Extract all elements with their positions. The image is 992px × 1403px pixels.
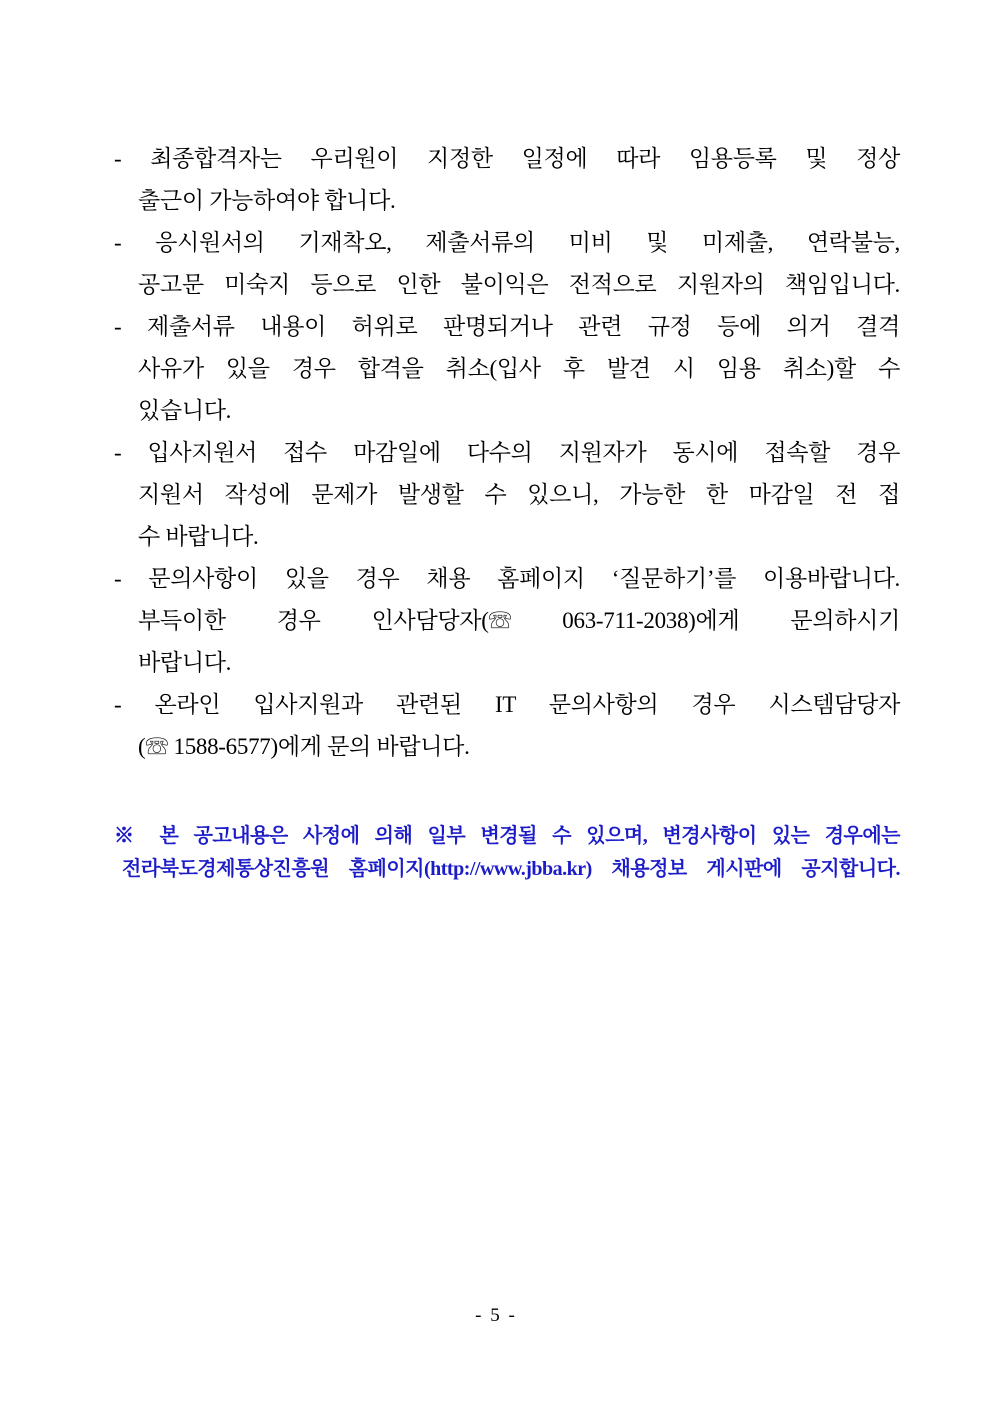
list-item-final-pass [114,138,900,222]
note-line: 전라북도경제통상진흥원 홈페이지(http://www.jbba.kr) 채용정보 게시판에 공지합니다. [122,858,900,880]
page-number: - 5 - [475,1305,517,1326]
list-item-line: - 온라인 입사지원과 관련된 IT 문의사항의 경우 시스템담당자 [114,692,900,717]
list-item-line: - 문의사항이 있을 경우 채용 홈페이지 ‘질문하기’를 이용바랍니다. [114,566,900,591]
list-item-line: - 최종합격자는 우리원이 지정한 일정에 따라 임용등록 및 정상 [114,146,900,171]
list-item-line: 있습니다. [138,398,232,423]
notice-change-note [114,820,900,886]
list-item-line: - 입사지원서 접수 마감일에 다수의 지원자가 동시에 접속할 경우 [114,440,900,465]
list-item-line: (☏ 1588-6577)에게 문의 바랍니다. [138,734,470,759]
list-item-line: 부득이한 경우 인사담당자(☏ 063-711-2038)에게 문의하시기 [138,608,900,633]
list-item-inquiries [114,558,900,684]
list-item-line: - 제출서류 내용이 허위로 판명되거나 관련 규정 등에 의거 결격 [114,314,900,339]
list-item-application-errors [114,222,900,306]
list-item-line: 사유가 있을 경우 합격을 취소(입사 후 발견 시 임용 취소)할 수 [138,356,900,381]
notice-body [114,138,900,886]
list-item-line: 공고문 미숙지 등으로 인한 불이익은 전적으로 지원자의 책임입니다. [138,272,900,297]
list-item-line: 출근이 가능하여야 합니다. [138,188,396,213]
list-item-deadline-access [114,432,900,558]
list-item-line: 수 바랍니다. [138,524,259,549]
list-item-line: - 응시원서의 기재착오, 제출서류의 미비 및 미제출, 연락불능, [114,230,900,255]
note-line: ※ 본 공고내용은 사정에 의해 일부 변경될 수 있으며, 변경사항이 있는 경우에는 [114,825,900,847]
list-item-line: 바랍니다. [138,650,232,675]
list-item-it-inquiries [114,684,900,768]
list-item-false-documents [114,306,900,432]
list-item-line: 지원서 작성에 문제가 발생할 수 있으니, 가능한 한 마감일 전 접 [138,482,900,507]
